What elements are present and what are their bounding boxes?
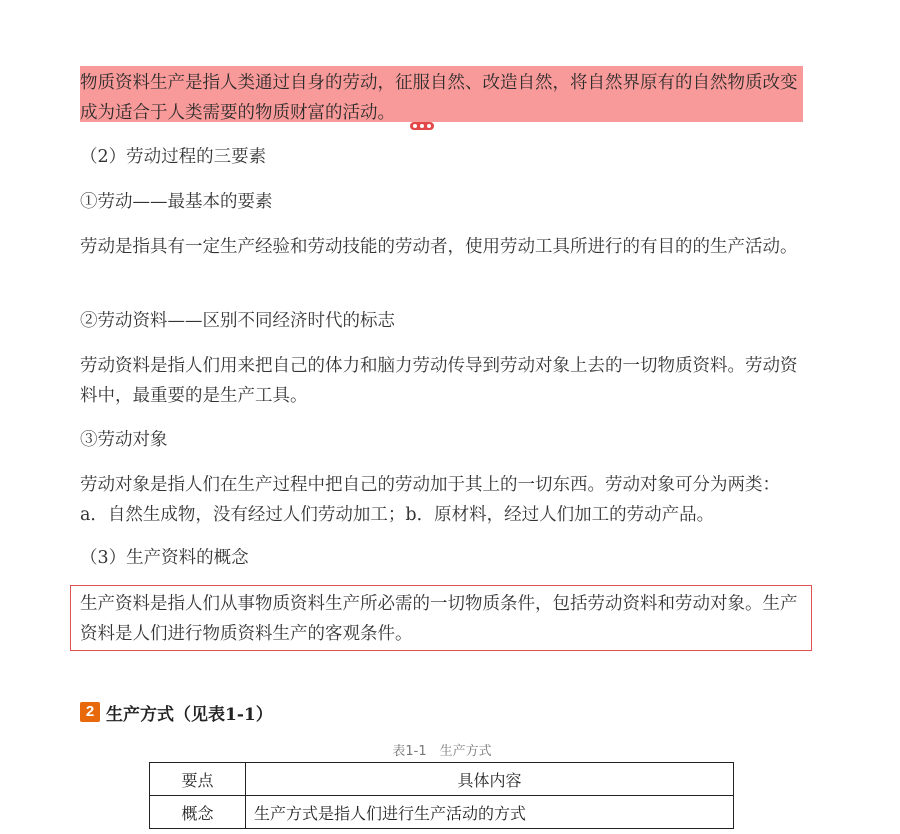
subheading-means-of-production: （3）生产资料的概念 [80, 548, 249, 568]
table-header-row [150, 763, 734, 796]
highlighted-passage[interactable] [80, 66, 803, 122]
more-options-icon[interactable] [410, 122, 434, 130]
production-mode-table [149, 762, 734, 829]
paragraph-labor-definition: 劳动是指具有一定生产经验和劳动技能的劳动者，使用劳动工具所进行的有目的的生产活动。 [80, 237, 798, 257]
paragraph-labor-objects: 劳动对象是指人们在生产过程中把自己的劳动加于其上的一切东西。劳动对象可分为两类：a．自然生成物，没有经过人们劳动加工；b．原材料，经过人们加工的劳动产品。 [80, 475, 780, 525]
section-title: 生产方式（见表1-1） [106, 704, 273, 725]
table-row [150, 796, 734, 829]
table-caption: 表1-1 生产方式 [392, 744, 492, 759]
paragraph-labor-materials: 劳动资料是指人们用来把自己的体力和脑力劳动传导到劳动对象上去的一切物质资料。劳动资料中，最重要的是生产工具。 [80, 356, 798, 406]
dot-icon [427, 124, 431, 128]
subheading-labor-materials: ②劳动资料——区别不同经济时代的标志 [80, 311, 395, 331]
table-cell: 概念 [150, 796, 246, 829]
table-header-cell: 要点 [150, 763, 246, 796]
boxed-passage[interactable] [70, 585, 812, 651]
dot-icon [420, 124, 424, 128]
table-header-cell: 具体内容 [246, 763, 734, 796]
table-cell: 生产方式是指人们进行生产活动的方式 [246, 796, 734, 829]
highlighted-passage-text: 物质资料生产是指人类通过自身的劳动，征服自然、改造自然，将自然界原有的自然物质改变成为适合于人类需要的物质财富的活动。 [80, 73, 798, 122]
section-number-badge: 2 [80, 702, 100, 722]
subheading-labor-process: （2）劳动过程的三要素 [80, 147, 267, 167]
section-heading [80, 700, 273, 724]
dot-icon [413, 124, 417, 128]
boxed-passage-text: 生产资料是指人们从事物质资料生产所必需的一切物质条件，包括劳动资料和劳动对象。生产资料是人们进行物质资料生产的客观条件。 [80, 594, 798, 644]
subheading-labor-objects: ③劳动对象 [80, 430, 168, 450]
subheading-labor: ①劳动——最基本的要素 [80, 192, 273, 212]
